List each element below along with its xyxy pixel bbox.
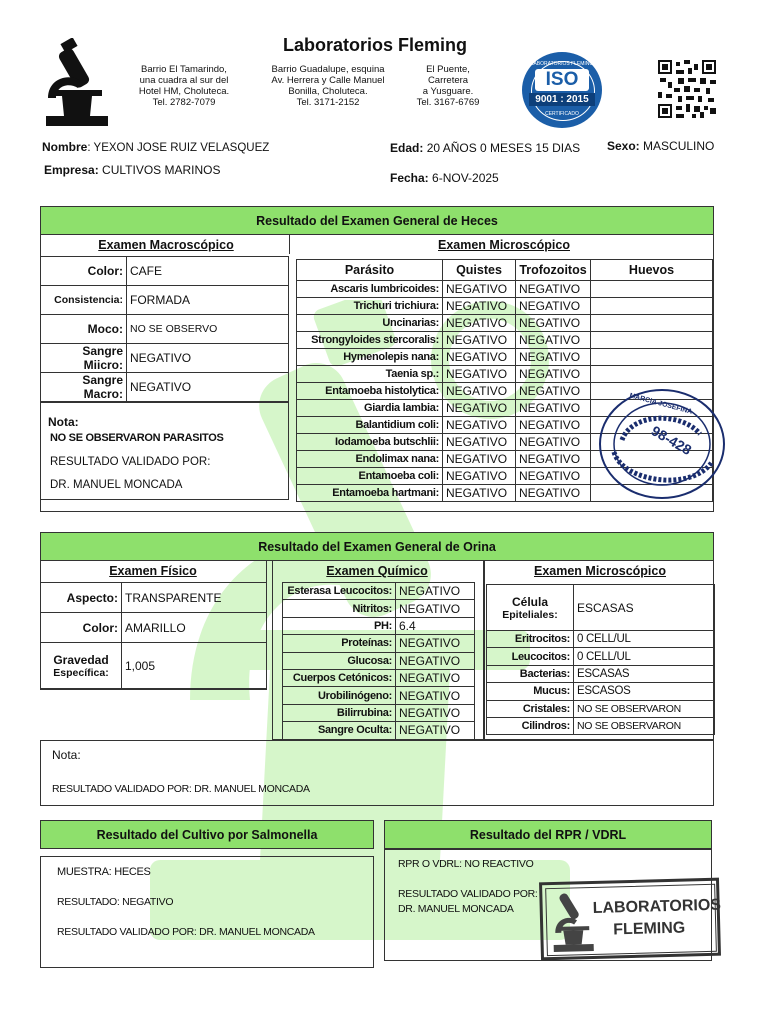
parasite-trofozoitos: NEGATIVO (516, 281, 591, 298)
quimico-value: NEGATIVO (396, 722, 475, 739)
parasite-trofozoitos: NEGATIVO (516, 332, 591, 349)
quimico-label: Nitritos: (283, 600, 396, 617)
report-date: Fecha: 6-NOV-2025 (390, 171, 499, 185)
parasite-trofozoitos: NEGATIVO (516, 298, 591, 315)
table-row (297, 298, 713, 315)
microscope-logo-icon (42, 38, 114, 128)
parasite-quistes: NEGATIVO (443, 332, 516, 349)
parasite-quistes: NEGATIVO (443, 281, 516, 298)
heces-doctor: DR. MANUEL MONCADA (50, 479, 183, 491)
salmonella-resultado: RESULTADO: NEGATIVO (57, 896, 174, 908)
orina-header: Resultado del Examen General de Orina (40, 532, 714, 561)
table-row (283, 600, 475, 617)
micro-value: 0 CELL/UL (574, 648, 715, 665)
heces-nota-label: Nota: (48, 415, 79, 429)
orina-fisico-table: Aspecto: TRANSPARENTE Color: AMARILLO Gravedad Específica: 1,005 (40, 582, 267, 689)
parasite-trofozoitos: NEGATIVO (516, 400, 591, 417)
table-row (487, 665, 715, 682)
parasite-huevos (591, 349, 713, 366)
patient-sex: Sexo: MASCULINO (607, 139, 715, 153)
iso-badge: LABORATORIOS FLEMING ISO 9001 : 2015 CERTIFICADO (522, 52, 602, 128)
parasite-trofozoitos: NEGATIVO (516, 485, 591, 502)
micro-value: ESCASAS (574, 665, 715, 682)
rpr-validated: RESULTADO VALIDADO POR: (398, 888, 538, 900)
parasite-name: Uncinarias: (297, 315, 443, 332)
table-row (283, 652, 475, 669)
heces-macro-title: Examen Macroscópico (98, 238, 234, 252)
svg-text:MARCIA JOSEFINA: MARCIA JOSEFINA (628, 392, 693, 416)
heces-header: Resultado del Examen General de Heces (40, 206, 714, 235)
parasite-huevos (591, 366, 713, 383)
parasite-quistes: NEGATIVO (443, 383, 516, 400)
parasite-quistes: NEGATIVO (443, 366, 516, 383)
quimico-label: Proteínas: (283, 635, 396, 652)
parasite-quistes: NEGATIVO (443, 298, 516, 315)
parasite-name: Giardia lambia: (297, 400, 443, 417)
parasite-name: Iodamoeba butschlii: (297, 434, 443, 451)
micro-value: ESCASOS (574, 683, 715, 700)
parasite-huevos (591, 281, 713, 298)
table-row (283, 617, 475, 634)
parasite-trofozoitos: NEGATIVO (516, 366, 591, 383)
quimico-value: NEGATIVO (396, 635, 475, 652)
quimico-label: Esterasa Leucocitos: (283, 583, 396, 600)
parasite-table: Parásito Quistes Trofozoitos Huevos Ascaris lumbricoides: NEGATIVO NEGATIVO Trichuri trichiura: NEGATIVO NEGATIVO Uncinarias: NEGATIVO NEGATIVO Strongyloides stercoralis: NEGATIVO NEGATIVO Hymenolepis nana: NEGATIVO NEGATIVO Taenia sp.: NEGATIVO NEGATIVO Entamoeba histolytica: NEGATIVO NEGATIVO Giardia lambia: NEGATIVO NEGATIVO Balantidium coli: NEGATIVO NEGATIVO Iodamoeba butschlii: NEGATIVO NEGATIVO Endolimax nana: NEGATIVO NEGATIVO Entamoeba coli: NEGATIVO NEGATIVO Entamoeba hartmani: NEGATIVO NEGATIVO (296, 259, 713, 502)
table-row (487, 683, 715, 700)
patient-company: Empresa: CULTIVOS MARINOS (44, 163, 221, 177)
orina-validated: RESULTADO VALIDADO POR: DR. MANUEL MONCADA (52, 783, 310, 795)
quimico-label: Cuerpos Cetónicos: (283, 669, 396, 686)
orina-fisico-title: Examen Físico (109, 564, 197, 578)
lab-stamp: LABORATORIOS FLEMING (539, 878, 721, 961)
table-row (297, 366, 713, 383)
svg-text:98-428: 98-428 (648, 422, 695, 458)
micro-label: Bacterias: (487, 665, 574, 682)
qr-code-icon (658, 60, 716, 118)
stamp-microscope-icon (550, 890, 596, 953)
table-row (283, 669, 475, 686)
parasite-trofozoitos: NEGATIVO (516, 349, 591, 366)
parasite-name: Hymenolepis nana: (297, 349, 443, 366)
parasite-trofozoitos: NEGATIVO (516, 451, 591, 468)
parasite-trofozoitos: NEGATIVO (516, 434, 591, 451)
table-row (283, 704, 475, 721)
parasite-name: Strongyloides stercoralis: (297, 332, 443, 349)
rpr-header: Resultado del RPR / VDRL (384, 820, 712, 849)
table-row (297, 315, 713, 332)
quimico-label: Glucosa: (283, 652, 396, 669)
table-row (297, 281, 713, 298)
parasite-name: Entamoeba histolytica: (297, 383, 443, 400)
parasite-quistes: NEGATIVO (443, 434, 516, 451)
heces-macro-table: Color: CAFE Consistencia: FORMADA Moco: NO SE OBSERVO Sangre Miicro: NEGATIVO Sangre Macro: NEGATIVO (40, 256, 289, 402)
parasite-quistes: NEGATIVO (443, 451, 516, 468)
address-2: Barrio Guadalupe, esquina Av. Herrera y Calle Manuel Bonilla, Choluteca. Tel. 3171-2152 (271, 64, 385, 108)
parasite-trofozoitos: NEGATIVO (516, 417, 591, 434)
table-row (487, 700, 715, 717)
quimico-value: 6.4 (396, 617, 475, 634)
circular-seal-icon (592, 382, 734, 506)
micro-label: Cilindros: (487, 717, 574, 734)
micro-label: Eritrocitos: (487, 631, 574, 648)
quimico-label: PH: (283, 617, 396, 634)
parasite-name: Trichuri trichiura: (297, 298, 443, 315)
parasite-trofozoitos: NEGATIVO (516, 383, 591, 400)
micro-label: Mucus: (487, 683, 574, 700)
quimico-value: NEGATIVO (396, 669, 475, 686)
table-row (487, 648, 715, 665)
micro-label: Cristales: (487, 700, 574, 717)
heces-validated: RESULTADO VALIDADO POR: (50, 456, 211, 468)
parasite-name: Entamoeba coli: (297, 468, 443, 485)
quimico-label: Bilirrubina: (283, 704, 396, 721)
parasite-huevos (591, 298, 713, 315)
parasite-name: Entamoeba hartmani: (297, 485, 443, 502)
parasite-name: Ascaris lumbricoides: (297, 281, 443, 298)
table-row (283, 635, 475, 652)
orina-micro-table (486, 630, 715, 735)
micro-label: Leucocitos: (487, 648, 574, 665)
salmonella-muestra: MUESTRA: HECES (57, 866, 151, 878)
orina-quimico-title: Examen Químico (326, 564, 428, 578)
parasite-quistes: NEGATIVO (443, 485, 516, 502)
rpr-result: RPR O VDRL: NO REACTIVO (398, 858, 534, 870)
rpr-doctor: DR. MANUEL MONCADA (398, 903, 514, 915)
parasite-quistes: NEGATIVO (443, 468, 516, 485)
quimico-label: Sangre Oculta: (283, 722, 396, 739)
micro-value: NO SE OBSERVARON (574, 717, 715, 734)
parasite-quistes: NEGATIVO (443, 400, 516, 417)
parasite-name: Balantidium coli: (297, 417, 443, 434)
table-row (283, 583, 475, 600)
salmonella-validated: RESULTADO VALIDADO POR: DR. MANUEL MONCADA (57, 926, 315, 938)
salmonella-header: Resultado del Cultivo por Salmonella (40, 820, 374, 849)
table-row (487, 631, 715, 648)
orina-nota-label: Nota: (52, 748, 81, 762)
parasite-huevos (591, 332, 713, 349)
table-row (297, 332, 713, 349)
parasite-quistes: NEGATIVO (443, 315, 516, 332)
heces-micro-title: Examen Microscópico (438, 238, 570, 252)
table-row (283, 722, 475, 739)
parasite-trofozoitos: NEGATIVO (516, 315, 591, 332)
quimico-value: NEGATIVO (396, 583, 475, 600)
quimico-value: NEGATIVO (396, 652, 475, 669)
parasite-quistes: NEGATIVO (443, 417, 516, 434)
quimico-label: Urobilinógeno: (283, 687, 396, 704)
parasite-trofozoitos: NEGATIVO (516, 468, 591, 485)
parasite-name: Endolimax nana: (297, 451, 443, 468)
parasite-huevos (591, 315, 713, 332)
lab-title: Laboratorios Fleming (282, 35, 468, 55)
orina-micro-title: Examen Microscópico (534, 564, 666, 578)
patient-age: Edad: 20 AÑOS 0 MESES 15 DIAS (390, 141, 581, 155)
micro-value: 0 CELL/UL (574, 631, 715, 648)
quimico-value: NEGATIVO (396, 687, 475, 704)
quimico-value: NEGATIVO (396, 704, 475, 721)
parasite-name: Taenia sp.: (297, 366, 443, 383)
address-3: El Puente, Carretera a Yusguare. Tel. 3167-6769 (416, 64, 480, 108)
orina-celula-table: Célula Epiteliales: ESCASAS (486, 584, 715, 631)
table-row (283, 687, 475, 704)
patient-name: Nombre: YEXON JOSE RUIZ VELASQUEZ (42, 140, 270, 154)
table-row (487, 717, 715, 734)
address-1: Barrio El Tamarindo, una cuadra al sur del Hotel HM, Choluteca. Tel. 2782-7079 (138, 64, 230, 108)
parasite-quistes: NEGATIVO (443, 349, 516, 366)
heces-nota-text: NO SE OBSERVARON PARASITOS (50, 432, 224, 444)
orina-quimico-table (282, 582, 475, 740)
micro-value: NO SE OBSERVARON (574, 700, 715, 717)
table-row (297, 349, 713, 366)
orina-nota-box (40, 740, 714, 806)
quimico-value: NEGATIVO (396, 600, 475, 617)
